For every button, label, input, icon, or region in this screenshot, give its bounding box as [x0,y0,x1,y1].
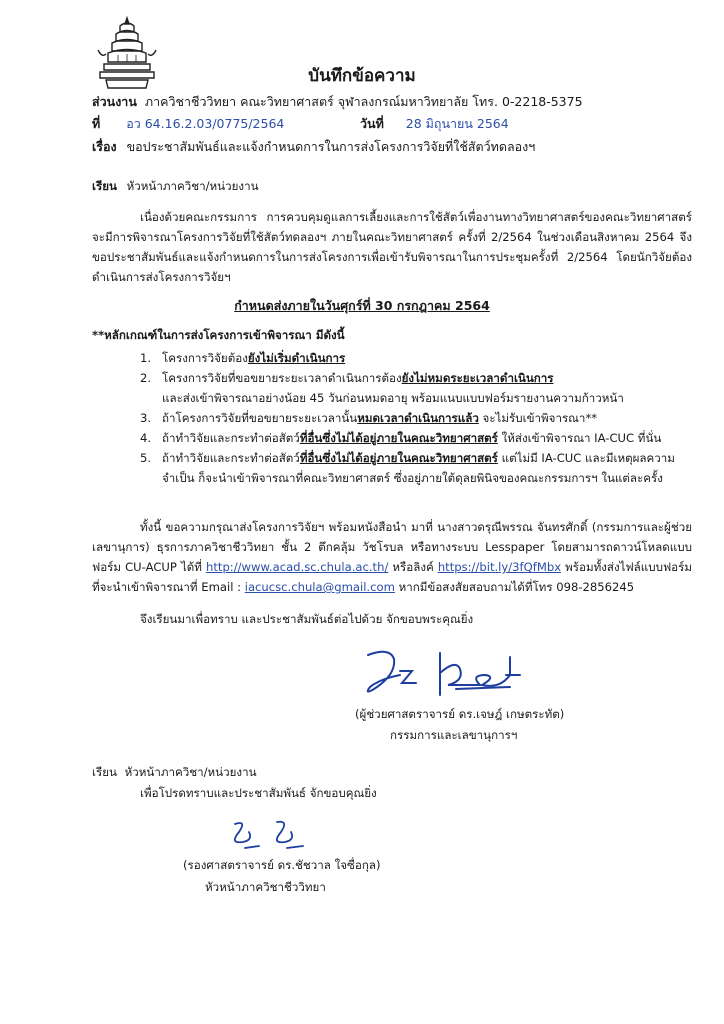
signature-1-image [360,645,550,705]
reference-number: อว 64.16.2.03/0775/2564 [126,116,285,131]
item-text: โครงการวิจัยต้อง [162,351,248,365]
signer-1-role: กรรมการและเลขานุการฯ [390,728,518,742]
memo-title: บันทึกข้อความ [308,66,416,86]
short-link[interactable]: https://bit.ly/3fQfMbx [437,560,562,574]
submission-text-4: หากมีข้อสงสัยสอบถามได้ที่โทร 098-2856245 [394,580,635,594]
department-label: ส่วนงาน [92,94,137,109]
item-text: ถ้าทำวิจัยและกระทำต่อสัตว์ [162,451,300,465]
criteria-item [140,428,680,448]
item-text: โครงการวิจัยที่ขอขยายระยะเวลาดำเนินการต้อง [162,371,402,385]
subject-label: เรื่อง [92,139,117,154]
reference-label: ที่ [92,116,101,131]
date-value: 28 มิถุนายน 2564 [405,116,509,131]
submission-text: ทั้งนี้ ขอความกรุณาส่งโครงการวิจัยฯ พร้อมหนังสือนำ มาที่ นางสาวดรุณีพรรณ จันทรศักดิ์ (กรรมการและผู้ช่วยเลขานุการ) ธุรการภาควิชาชีววิทยา ชั้น 2 ตึกคลุ้ม วัชโรบล หรือทางระบบ Lesspaper โดยสามารถดาวน์โหลดแบบฟอร์ม CU-ACUP ได้ที่ [92,520,692,574]
signature-2-image [225,818,315,854]
item-number: 5. [140,451,152,465]
forward-note: เพื่อโปรดทราบและประชาสัมพันธ์ จักขอบคุณยิ่ง [140,786,377,800]
date-label: วันที่ [360,116,384,131]
criteria-list [140,348,680,488]
item-continuation: และส่งเข้าพิจารณาอย่างน้อย 45 วันก่อนหมดอายุ พร้อมแนบแบบฟอร์มรายงานความก้าวหน้า [162,391,624,405]
item-number: 3. [140,411,152,425]
submission-paragraph [92,517,692,597]
subject-value: ขอประชาสัมพันธ์และแจ้งกำหนดการในการส่งโครงการวิจัยที่ใช้สัตว์ทดลองฯ [126,139,536,154]
item-text: ถ้าโครงการวิจัยที่ขอขยายระยะเวลานั้น [162,411,358,425]
acad-website-link[interactable]: http://www.acad.sc.chula.ac.th/ [206,560,389,574]
item-number: 2. [140,371,152,385]
forward-salutation [92,764,257,782]
criteria-title: **หลักเกณฑ์ในการส่งโครงการเข้าพิจารณา มีดังนี้ [92,328,345,342]
item-text: ถ้าทำวิจัยและกระทำต่อสัตว์ [162,431,300,445]
submission-text-3: พร้อมทั้งส่งไฟล์แบบฟอร์มที่จะนำเข้าพิจารณาที่ Email : [92,560,692,594]
item-text-tail: จะไม่รับเข้าพิจารณา** [478,411,598,425]
closing-line: จึงเรียนมาเพื่อทราบ และประชาสัมพันธ์ต่อไปด้วย จักขอบพระคุณยิ่ง [140,612,474,626]
signer-2-role: หัวหน้าภาควิชาชีววิทยา [205,880,326,894]
forward-label: เรียน [92,765,117,779]
salutation-value: หัวหน้าภาควิชา/หน่วยงาน [126,179,259,193]
reference-row [92,114,284,134]
item-emphasis: หมดเวลาดำเนินการแล้ว [357,411,479,425]
department-row [92,92,583,112]
item-continuation: จำเป็น ก็จะนำเข้าพิจารณาที่คณะวิทยาศาสตร์ ซึ่งอยู่ภายใต้ดุลยพินิจของคณะกรรมการฯ ในแต่ละครั้ง [162,471,663,485]
item-text-tail: ให้ส่งเข้าพิจารณา IA-CUC ที่นั่น [497,431,662,445]
criteria-item [140,368,680,408]
item-emphasis: ที่อื่นซึ่งไม่ได้อยู่ภายในคณะวิทยาศาสตร์ [299,431,498,445]
subject-row [92,137,535,157]
signer-1-name: (ผู้ช่วยศาสตราจารย์ ดร.เจษฎ์ เกษตระทัต) [355,707,565,721]
deadline-heading: กำหนดส่งภายในวันศุกร์ที่ 30 กรกฎาคม 2564 [234,298,490,313]
criteria-item [140,408,680,428]
criteria-item [140,348,680,368]
criteria-item [140,448,680,488]
item-emphasis: ยังไม่หมดระยะเวลาดำเนินการ [401,371,554,385]
item-emphasis: ที่อื่นซึ่งไม่ได้อยู่ภายในคณะวิทยาศาสตร์ [299,451,498,465]
department-value: ภาควิชาชีววิทยา คณะวิทยาศาสตร์ จุฬาลงกรณ์มหาวิทยาลัย โทร. 0-2218-5375 [144,94,583,109]
salutation [92,178,259,196]
intro-paragraph: เนื่องด้วยคณะกรรมการ การควบคุมดูแลการเลี้ยงและการใช้สัตว์เพื่องานทางวิทยาศาสตร์ของคณะวิทยาศาสตร์จะมีการพิจารณาโครงการวิจัยที่ใช้สัตว์ทดลองฯ ภายในคณะวิทยาศาสตร์ ครั้งที่ 2/2564 ในช่วงเดือนสิงหาคม 2564 จึงขอประชาสัมพันธ์และแจ้งกำหนดการในการส่งโครงการเพื่อเข้ารับพิจารณาในการประชุมครั้งที่ 2/2564 โดยนักวิจัยต้องดำเนินการส่งโครงการวิจัยฯ [92,210,692,284]
signer-2-name: (รองศาสตราจารย์ ดร.ชัชวาล ใจซื่อกุล) [183,858,381,872]
date-row [360,114,509,134]
item-number: 4. [140,431,152,445]
item-text-tail: แต่ไม่มี IA-CUC และมีเหตุผลความ [497,451,675,465]
forward-value: หัวหน้าภาควิชา/หน่วยงาน [124,765,257,779]
email-link[interactable]: iacucsc.chula@gmail.com [244,580,395,594]
salutation-label: เรียน [92,179,117,193]
submission-text-2: หรือลิงค์ [388,560,434,574]
item-number: 1. [140,351,152,365]
item-emphasis: ยังไม่เริ่มดำเนินการ [247,351,346,365]
